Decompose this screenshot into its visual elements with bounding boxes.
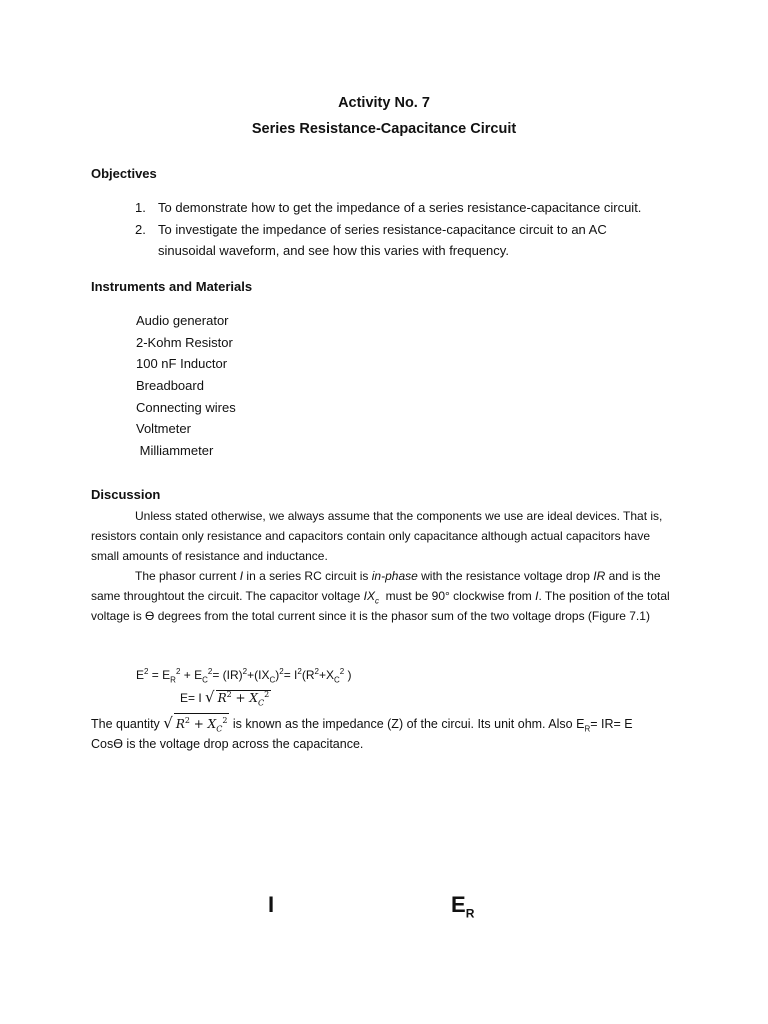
- eq-term: (R: [301, 668, 315, 682]
- eq-superscript: 2: [175, 667, 181, 676]
- discussion-paragraph-1: [91, 506, 677, 566]
- italic-term: IR: [593, 569, 606, 583]
- eq-subscript: C: [202, 675, 208, 685]
- eq-operator: +: [231, 691, 250, 705]
- figure-label-subscript: R: [465, 906, 475, 921]
- objective-number: 1.: [135, 200, 146, 215]
- eq-superscript: 2: [144, 667, 149, 676]
- paragraph-text: must be 90° clockwise from: [378, 589, 536, 603]
- paragraph-text: in a series RC circuit is: [243, 569, 372, 583]
- discussion-paragraph-2: [91, 566, 677, 626]
- paragraph-text: The quantity: [91, 717, 164, 731]
- eq-subscript: R: [584, 724, 591, 734]
- eq-superscript: 2: [222, 716, 228, 725]
- objective-text: To investigate the impedance of series resistance-capacitance circuit to an AC: [158, 222, 607, 237]
- italic-term: I: [239, 569, 244, 583]
- eq-superscript: 2: [264, 690, 270, 699]
- italic-term: IX: [363, 589, 375, 603]
- objective-text: sinusoidal waveform, and see how this varies with frequency.: [158, 243, 509, 258]
- material-item: Connecting wires: [136, 400, 236, 415]
- material-item: Audio generator: [136, 313, 229, 328]
- paragraph-text: . The position of the total voltage is Ɵ degrees from the total current since it is the phasor sum of the two voltage drops (Figure 7.1): [91, 589, 670, 623]
- materials-heading: Instruments and Materials: [91, 279, 253, 294]
- material-item: Voltmeter: [136, 421, 191, 436]
- italic-subscript: c: [374, 596, 379, 606]
- eq-superscript: 2: [207, 667, 213, 676]
- eq-superscript: 2: [242, 667, 248, 676]
- eq-superscript: 2: [279, 667, 284, 676]
- objective-text: To demonstrate how to get the impedance of a series resistance-capacitance circuit.: [158, 200, 642, 215]
- objective-number: 2.: [135, 222, 146, 237]
- eq-term: = I: [283, 668, 298, 682]
- material-item: 2-Kohm Resistor: [136, 335, 233, 350]
- paragraph-text: with the resistance voltage drop: [417, 569, 594, 583]
- square-root: [205, 688, 271, 706]
- eq-term: ): [275, 668, 280, 682]
- paragraph-text: CosƟ is the voltage drop across the capacitance.: [91, 737, 364, 751]
- square-root: [163, 713, 229, 734]
- eq-term: E= I: [180, 691, 206, 705]
- eq-superscript: 2: [297, 667, 302, 676]
- eq-superscript: 2: [314, 667, 319, 676]
- italic-term: I: [535, 589, 539, 603]
- radicand: [216, 690, 272, 708]
- eq-term: + E: [180, 668, 203, 682]
- impedance-equation: [136, 667, 352, 685]
- activity-subtitle: Series Resistance-Capacitance Circuit: [251, 121, 517, 137]
- figure-label-resistance-voltage: [451, 892, 475, 921]
- eq-term: +(IX: [247, 668, 270, 682]
- eq-term: ): [344, 668, 352, 682]
- eq-subscript: C: [333, 675, 340, 685]
- italic-term: in-phase: [371, 569, 418, 583]
- radical-sign-icon: √: [205, 688, 215, 706]
- radical-sign-icon: √: [163, 714, 173, 732]
- figure-label-current: I: [268, 892, 275, 917]
- discussion-heading: Discussion: [91, 487, 161, 502]
- eq-term: +X: [318, 668, 334, 682]
- figure-label-text: E: [451, 892, 466, 917]
- paragraph-text: is known as the impedance (Z) of the circui. Its unit ohm. Also E: [229, 717, 585, 731]
- eq-superscript: 2: [226, 690, 232, 699]
- material-item: 100 nF Inductor: [136, 356, 228, 371]
- eq-superscript: 2: [184, 716, 190, 725]
- paragraph-text: The phasor current: [135, 569, 240, 583]
- paragraph-text: Unless stated otherwise, we always assume that the components we use are ideal devices. That is, resistors contain only resistance and capacitors contain only capacitance although actual capacitors have small amounts of resistance and inductance.: [91, 509, 663, 563]
- eq-var: X: [249, 691, 258, 705]
- material-item: Milliammeter: [136, 443, 214, 458]
- radicand: [174, 713, 230, 734]
- voltage-equation: [180, 688, 271, 706]
- eq-var: X: [207, 717, 217, 731]
- eq-subscript: C: [216, 724, 223, 734]
- impedance-sentence: [91, 713, 677, 754]
- paragraph-text: and is the same throughtout the circuit. The capacitor voltage: [91, 569, 661, 603]
- eq-term: E: [136, 668, 145, 682]
- eq-subscript: C: [269, 675, 276, 685]
- eq-subscript: R: [170, 675, 176, 685]
- material-item: Breadboard: [136, 378, 204, 393]
- eq-term: = E: [148, 668, 171, 682]
- eq-var: R: [217, 691, 227, 705]
- eq-var: R: [175, 717, 185, 731]
- eq-superscript: 2: [339, 667, 345, 676]
- activity-title: Activity No. 7: [338, 95, 430, 111]
- eq-term: = (IR): [212, 668, 243, 682]
- eq-subscript: C: [257, 698, 265, 708]
- eq-operator: +: [189, 717, 208, 731]
- objectives-heading: Objectives: [91, 166, 157, 181]
- paragraph-text: = IR= E: [590, 717, 633, 731]
